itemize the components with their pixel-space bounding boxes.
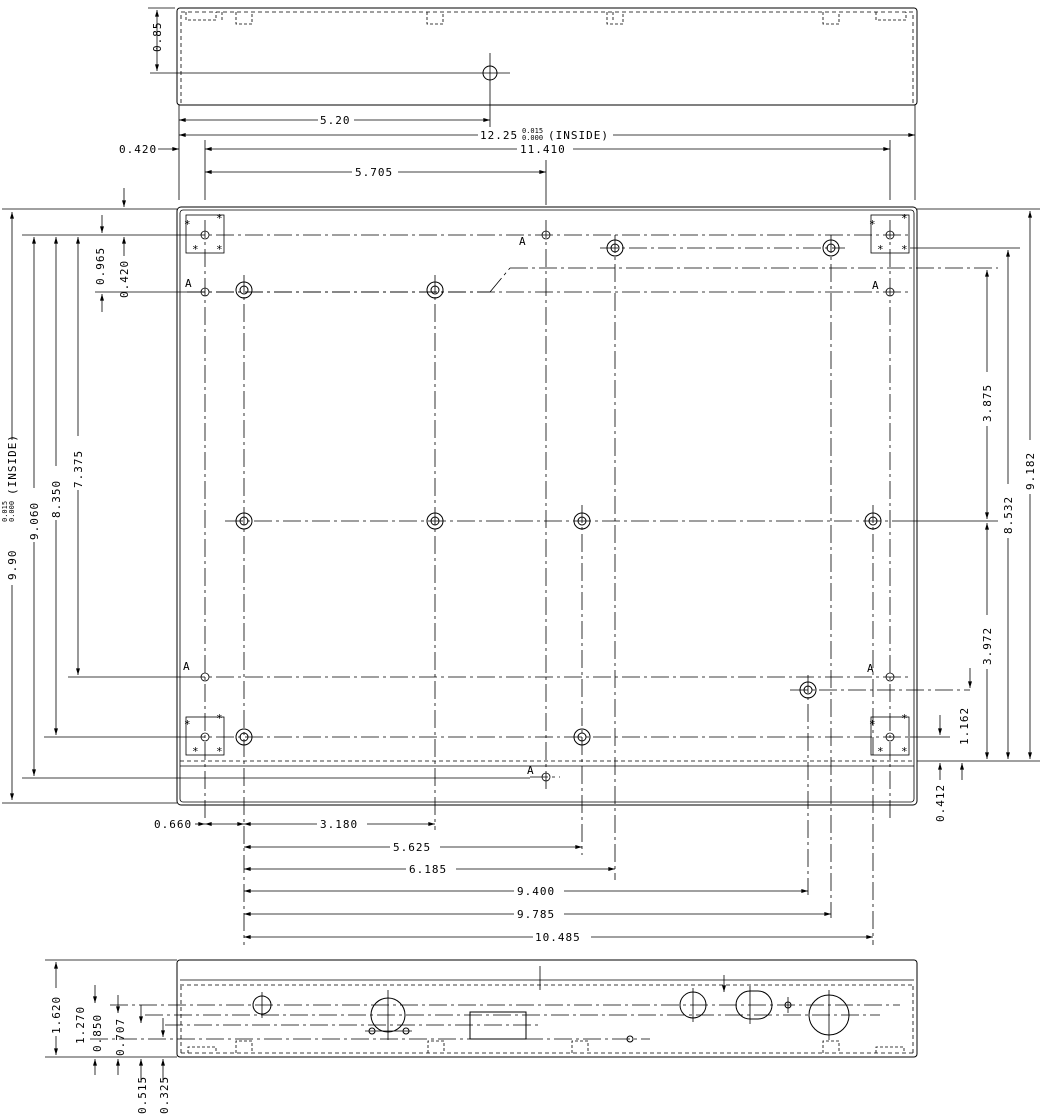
top-view xyxy=(119,8,917,205)
dim-6-185: 6.185 xyxy=(409,863,448,876)
dim-3-180: 3.180 xyxy=(320,818,359,831)
svg-text:*: * xyxy=(184,218,192,231)
tol-minus-v: 0.000 xyxy=(8,500,16,522)
inside-label-v: (INSIDE) xyxy=(6,434,19,495)
dim-5-625: 5.625 xyxy=(393,841,432,854)
dim-1-162: 1.162 xyxy=(958,706,971,745)
svg-text:*: * xyxy=(901,212,909,225)
dim-0-515: 0.515 xyxy=(136,1075,149,1114)
svg-text:*: * xyxy=(216,212,224,225)
dim-0-707: 0.707 xyxy=(114,1017,127,1056)
point-a-label: A xyxy=(183,660,191,673)
inside-label-h: (INSIDE) xyxy=(548,129,609,142)
dim-0-965: 0.965 xyxy=(94,246,107,285)
svg-text:*: * xyxy=(192,243,200,256)
side-view xyxy=(45,960,917,1114)
dim-8-532: 8.532 xyxy=(1002,495,1015,534)
dim-9-400: 9.400 xyxy=(517,885,556,898)
plan-view xyxy=(1,188,1040,945)
svg-text:*: * xyxy=(901,712,909,725)
dim-9-90: 9.90 xyxy=(6,549,19,580)
dim-0-420: 0.420 xyxy=(119,143,158,156)
point-a-label: A xyxy=(867,662,875,675)
svg-text:*: * xyxy=(901,745,909,758)
svg-text:*: * xyxy=(877,745,885,758)
dim-1-270: 1.270 xyxy=(74,1005,87,1044)
dim-11-410: 11.410 xyxy=(520,143,566,156)
dim-0-850: 0.850 xyxy=(91,1013,104,1052)
side-view-outline xyxy=(177,960,917,1057)
svg-text:*: * xyxy=(192,745,200,758)
svg-text:*: * xyxy=(877,243,885,256)
svg-text:*: * xyxy=(216,712,224,725)
dim-5-705: 5.705 xyxy=(355,166,394,179)
svg-text:*: * xyxy=(216,243,224,256)
svg-text:*: * xyxy=(901,243,909,256)
dim-0-412: 0.412 xyxy=(934,783,947,822)
dim-0-325: 0.325 xyxy=(158,1075,171,1114)
dim-0-660: 0.660 xyxy=(154,818,193,831)
dim-0-420-v: 0.420 xyxy=(118,259,131,298)
plan-view-outline xyxy=(177,207,917,805)
point-a-label: A xyxy=(519,235,527,248)
dim-10-485: 10.485 xyxy=(535,931,581,944)
dim-12-25: 12.25 xyxy=(480,129,519,142)
svg-text:*: * xyxy=(869,218,877,231)
dim-9-182: 9.182 xyxy=(1024,451,1037,490)
top-view-outline xyxy=(177,8,917,105)
tol-minus-h: 0.000 xyxy=(522,134,544,142)
dim-9-060: 9.060 xyxy=(28,501,41,540)
side-rect-cutout xyxy=(470,1012,526,1039)
tol-plus-h: 0.015 xyxy=(522,127,544,135)
dim-3-972: 3.972 xyxy=(981,626,994,665)
dim-0-85: 0.85 xyxy=(151,21,164,52)
dim-3-875: 3.875 xyxy=(981,383,994,422)
point-a-label: A xyxy=(872,279,880,292)
svg-text:*: * xyxy=(216,745,224,758)
dim-5-20: 5.20 xyxy=(320,114,351,127)
point-a-label: A xyxy=(527,764,535,777)
svg-text:*: * xyxy=(184,718,192,731)
dim-1-620: 1.620 xyxy=(50,995,63,1034)
dim-9-785: 9.785 xyxy=(517,908,556,921)
svg-text:*: * xyxy=(869,718,877,731)
dim-8-350: 8.350 xyxy=(50,479,63,518)
point-a-label: A xyxy=(185,277,193,290)
dim-7-375: 7.375 xyxy=(72,449,85,488)
tol-plus-v: 0.015 xyxy=(1,500,9,522)
